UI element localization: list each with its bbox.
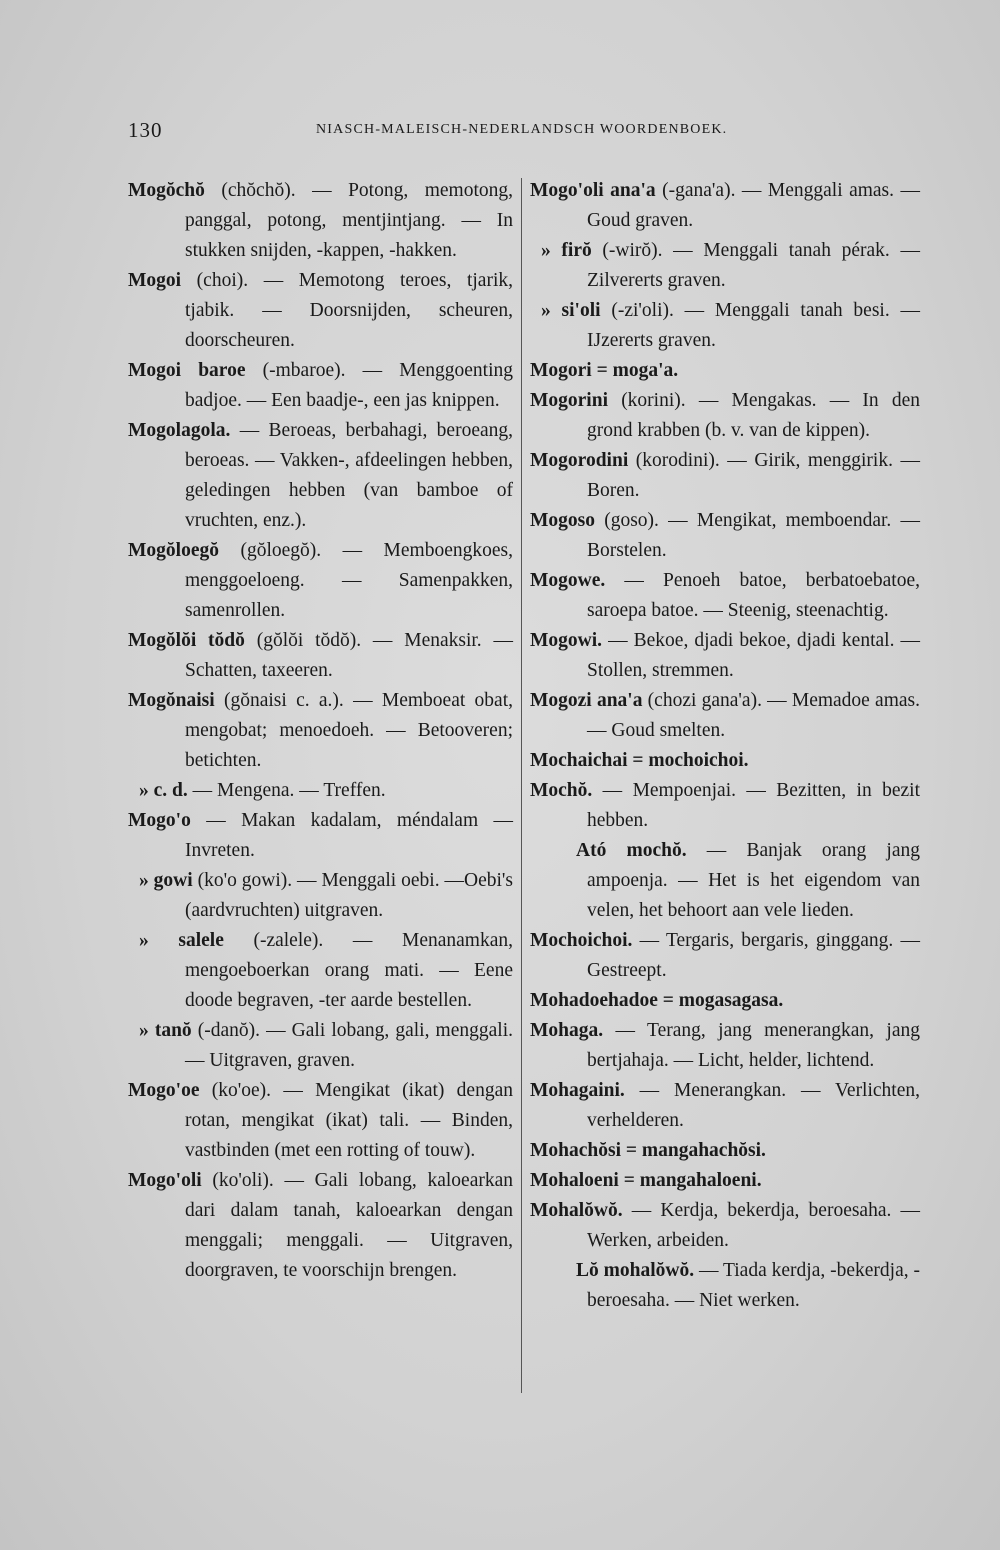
dictionary-entry bbox=[530, 776, 920, 836]
entry-definition: — Mempoenjai. — Bezitten, in bezit hebben. bbox=[587, 780, 920, 831]
entry-definition: (korodini). — Girik, menggirik. — Boren. bbox=[587, 450, 920, 501]
dictionary-entry bbox=[530, 836, 920, 926]
entry-definition: (-zi'oli). — Menggali tanah besi. — IJzererts graven. bbox=[587, 300, 920, 351]
page-number: 130 bbox=[128, 118, 163, 142]
entry-definition: (chozi gana'a). — Memadoe amas. — Goud smelten. bbox=[587, 690, 920, 741]
dictionary-entry bbox=[530, 296, 920, 356]
column-divider bbox=[521, 178, 522, 1393]
entry-headword: Mogori = moga'a. bbox=[530, 360, 679, 381]
entry-headword: Mohaloeni = mangahaloeni. bbox=[530, 1170, 762, 1191]
entry-definition: (ko'oe). — Mengikat (ikat) dengan rotan, mengikat (ikat) tali. — Binden, vastbinden (met een rotting of touw). bbox=[185, 1080, 513, 1161]
dictionary-entry bbox=[530, 566, 920, 626]
dictionary-entry bbox=[530, 986, 920, 1016]
entry-definition: — Penoeh batoe, berbatoebatoe, saroepa batoe. — Steenig, steenachtig. bbox=[587, 570, 920, 621]
dictionary-entry bbox=[128, 536, 513, 626]
page-header bbox=[128, 118, 923, 148]
entry-definition: (-wirŏ). — Menggali tanah pérak. — Zilvererts graven. bbox=[587, 240, 920, 291]
dictionary-entry bbox=[530, 236, 920, 296]
dictionary-entry bbox=[128, 776, 513, 806]
dictionary-entry bbox=[128, 1016, 513, 1076]
entry-headword: Mogowe. bbox=[530, 570, 606, 591]
entry-definition: (choi). — Memotong teroes, tjarik, tjabik. — Doorsnijden, scheuren, doorscheuren. bbox=[181, 270, 513, 351]
entry-definition: (gŏnaisi c. a.). — Memboeat obat, mengobat; menoedoeh. — Betooveren; betichten. bbox=[185, 690, 513, 771]
right-column bbox=[530, 176, 920, 1316]
entry-headword: Mohachŏsi = mangahachŏsi. bbox=[530, 1140, 766, 1161]
entry-headword: Mogorodini bbox=[530, 450, 629, 471]
entry-headword: » si'oli bbox=[541, 300, 601, 321]
entry-headword: Mogo'oli bbox=[128, 1170, 202, 1191]
entry-headword: Mochŏ. bbox=[530, 780, 593, 801]
entry-headword: Mogowi. bbox=[530, 630, 603, 651]
dictionary-entry bbox=[530, 356, 920, 386]
entry-headword: Mogoso bbox=[530, 510, 595, 531]
dictionary-entry bbox=[530, 386, 920, 446]
dictionary-entry bbox=[530, 1016, 920, 1076]
entry-headword: » gowi bbox=[139, 870, 193, 891]
entry-definition: (-danŏ). — Gali lobang, gali, menggali. — Uitgraven, graven. bbox=[185, 1020, 513, 1071]
entry-headword: Mogolagola. bbox=[128, 420, 231, 441]
entry-headword: Mogozi ana'a bbox=[530, 690, 643, 711]
dictionary-entry bbox=[128, 416, 513, 536]
dictionary-entry bbox=[128, 926, 513, 1016]
entry-headword: Mogo'oe bbox=[128, 1080, 200, 1101]
dictionary-entry bbox=[530, 926, 920, 986]
entry-headword: Mogorini bbox=[530, 390, 608, 411]
entry-headword: » tanŏ bbox=[139, 1020, 192, 1041]
entry-headword: Mogo'o bbox=[128, 810, 191, 831]
entry-definition: (goso). — Mengikat, memboendar. — Borstelen. bbox=[587, 510, 920, 561]
entry-definition: (-gana'a). — Menggali amas. — Goud graven. bbox=[587, 180, 920, 231]
entry-definition: (chŏchŏ). — Potong, memotong, panggal, potong, mentjintjang. — In stukken snijden, -kappen, -hakken. bbox=[185, 180, 513, 261]
entry-definition: — Tergaris, bergaris, ginggang. — Gestreept. bbox=[587, 930, 920, 981]
entry-definition: — Terang, jang menerangkan, jang bertjahaja. — Licht, helder, lichtend. bbox=[587, 1020, 920, 1071]
entry-definition: — Banjak orang jang ampoenja. — Het is het eigendom van velen, het behoort aan vele lieden. bbox=[587, 840, 920, 921]
dictionary-entry bbox=[530, 626, 920, 686]
dictionary-entry bbox=[530, 746, 920, 776]
entry-headword: Mohadoehadoe = mogasagasa. bbox=[530, 990, 784, 1011]
entry-headword: Mogŏlŏi tŏdŏ bbox=[128, 630, 245, 651]
dictionary-entry bbox=[530, 176, 920, 236]
left-column bbox=[128, 176, 513, 1286]
entry-headword: Mogo'oli ana'a bbox=[530, 180, 656, 201]
entry-headword: Mogoi bbox=[128, 270, 182, 291]
entry-headword: Lŏ mohalŏwŏ. bbox=[576, 1260, 695, 1281]
entry-headword: Mohaga. bbox=[530, 1020, 604, 1041]
entry-definition: — Bekoe, djadi bekoe, djadi kental. — Stollen, stremmen. bbox=[587, 630, 920, 681]
dictionary-entry bbox=[530, 1196, 920, 1256]
entry-headword: » salele bbox=[139, 930, 224, 951]
entry-headword: Mohagaini. bbox=[530, 1080, 625, 1101]
entry-definition: — Kerdja, bekerdja, beroesaha. — Werken, arbeiden. bbox=[587, 1200, 920, 1251]
dictionary-entry bbox=[530, 1136, 920, 1166]
dictionary-entry bbox=[530, 686, 920, 746]
entry-definition: (ko'o gowi). — Menggali oebi. —Oebi's (aardvruchten) uitgraven. bbox=[185, 870, 513, 921]
entry-definition: (-zalele). — Menanamkan, mengoeboerkan orang mati. — Eene doode begraven, -ter aarde bestellen. bbox=[185, 930, 513, 1011]
dictionary-entry bbox=[530, 506, 920, 566]
dictionary-entry bbox=[128, 1076, 513, 1166]
entry-headword: Mogoi baroe bbox=[128, 360, 246, 381]
dictionary-entry bbox=[128, 176, 513, 266]
entry-headword: Mogŏnaisi bbox=[128, 690, 215, 711]
dictionary-entry bbox=[530, 1166, 920, 1196]
dictionary-entry bbox=[128, 1166, 513, 1286]
dictionary-entry bbox=[128, 266, 513, 356]
entry-definition: (gŏloegŏ). — Memboengkoes, menggoeloeng. — Samenpakken, samenrollen. bbox=[185, 540, 513, 621]
entry-headword: » c. d. bbox=[139, 780, 188, 801]
entry-definition: — Mengena. — Treffen. bbox=[187, 780, 386, 801]
entry-definition: (gŏlŏi tŏdŏ). — Menaksir. — Schatten, taxeeren. bbox=[185, 630, 513, 681]
entry-headword: Mogŏloegŏ bbox=[128, 540, 219, 561]
dictionary-entry bbox=[128, 866, 513, 926]
entry-headword: Mogŏchŏ bbox=[128, 180, 205, 201]
entry-definition: (korini). — Mengakas. — In den grond krabben (b. v. van de kippen). bbox=[587, 390, 920, 441]
dictionary-entry bbox=[530, 1076, 920, 1136]
dictionary-entry bbox=[128, 806, 513, 866]
entry-definition: (-mbaroe). — Menggoenting badjoe. — Een baadje-, een jas knippen. bbox=[185, 360, 513, 411]
entry-headword: » firŏ bbox=[541, 240, 592, 261]
entry-headword: Ató mochŏ. bbox=[576, 840, 687, 861]
running-title: NIASCH-MALEISCH-NEDERLANDSCH WOORDENBOEK. bbox=[316, 122, 728, 137]
entry-definition: (ko'oli). — Gali lobang, kaloearkan dari dalam tanah, kaloearkan dengan menggali; menggali. — Uitgraven, doorgraven, te voorschijn brengen. bbox=[185, 1170, 513, 1281]
entry-definition: — Tiada kerdja, -bekerdja, -beroesaha. — Niet werken. bbox=[587, 1260, 920, 1311]
dictionary-entry bbox=[128, 626, 513, 686]
entry-definition: — Beroeas, berbahagi, beroeang, beroeas. — Vakken-, afdeelingen hebben, geledingen hebben (van bamboe of vruchten, enz.). bbox=[185, 420, 513, 531]
dictionary-entry bbox=[530, 446, 920, 506]
dictionary-entry bbox=[128, 356, 513, 416]
dictionary-entry bbox=[530, 1256, 920, 1316]
dictionary-entry bbox=[128, 686, 513, 776]
entry-definition: — Menerangkan. — Verlichten, verhelderen. bbox=[587, 1080, 920, 1131]
entry-headword: Mochoichoi. bbox=[530, 930, 633, 951]
entry-headword: Mochaichai = mochoichoi. bbox=[530, 750, 749, 771]
entry-definition: — Makan kadalam, méndalam — Invreten. bbox=[185, 810, 513, 861]
entry-headword: Mohalŏwŏ. bbox=[530, 1200, 623, 1221]
